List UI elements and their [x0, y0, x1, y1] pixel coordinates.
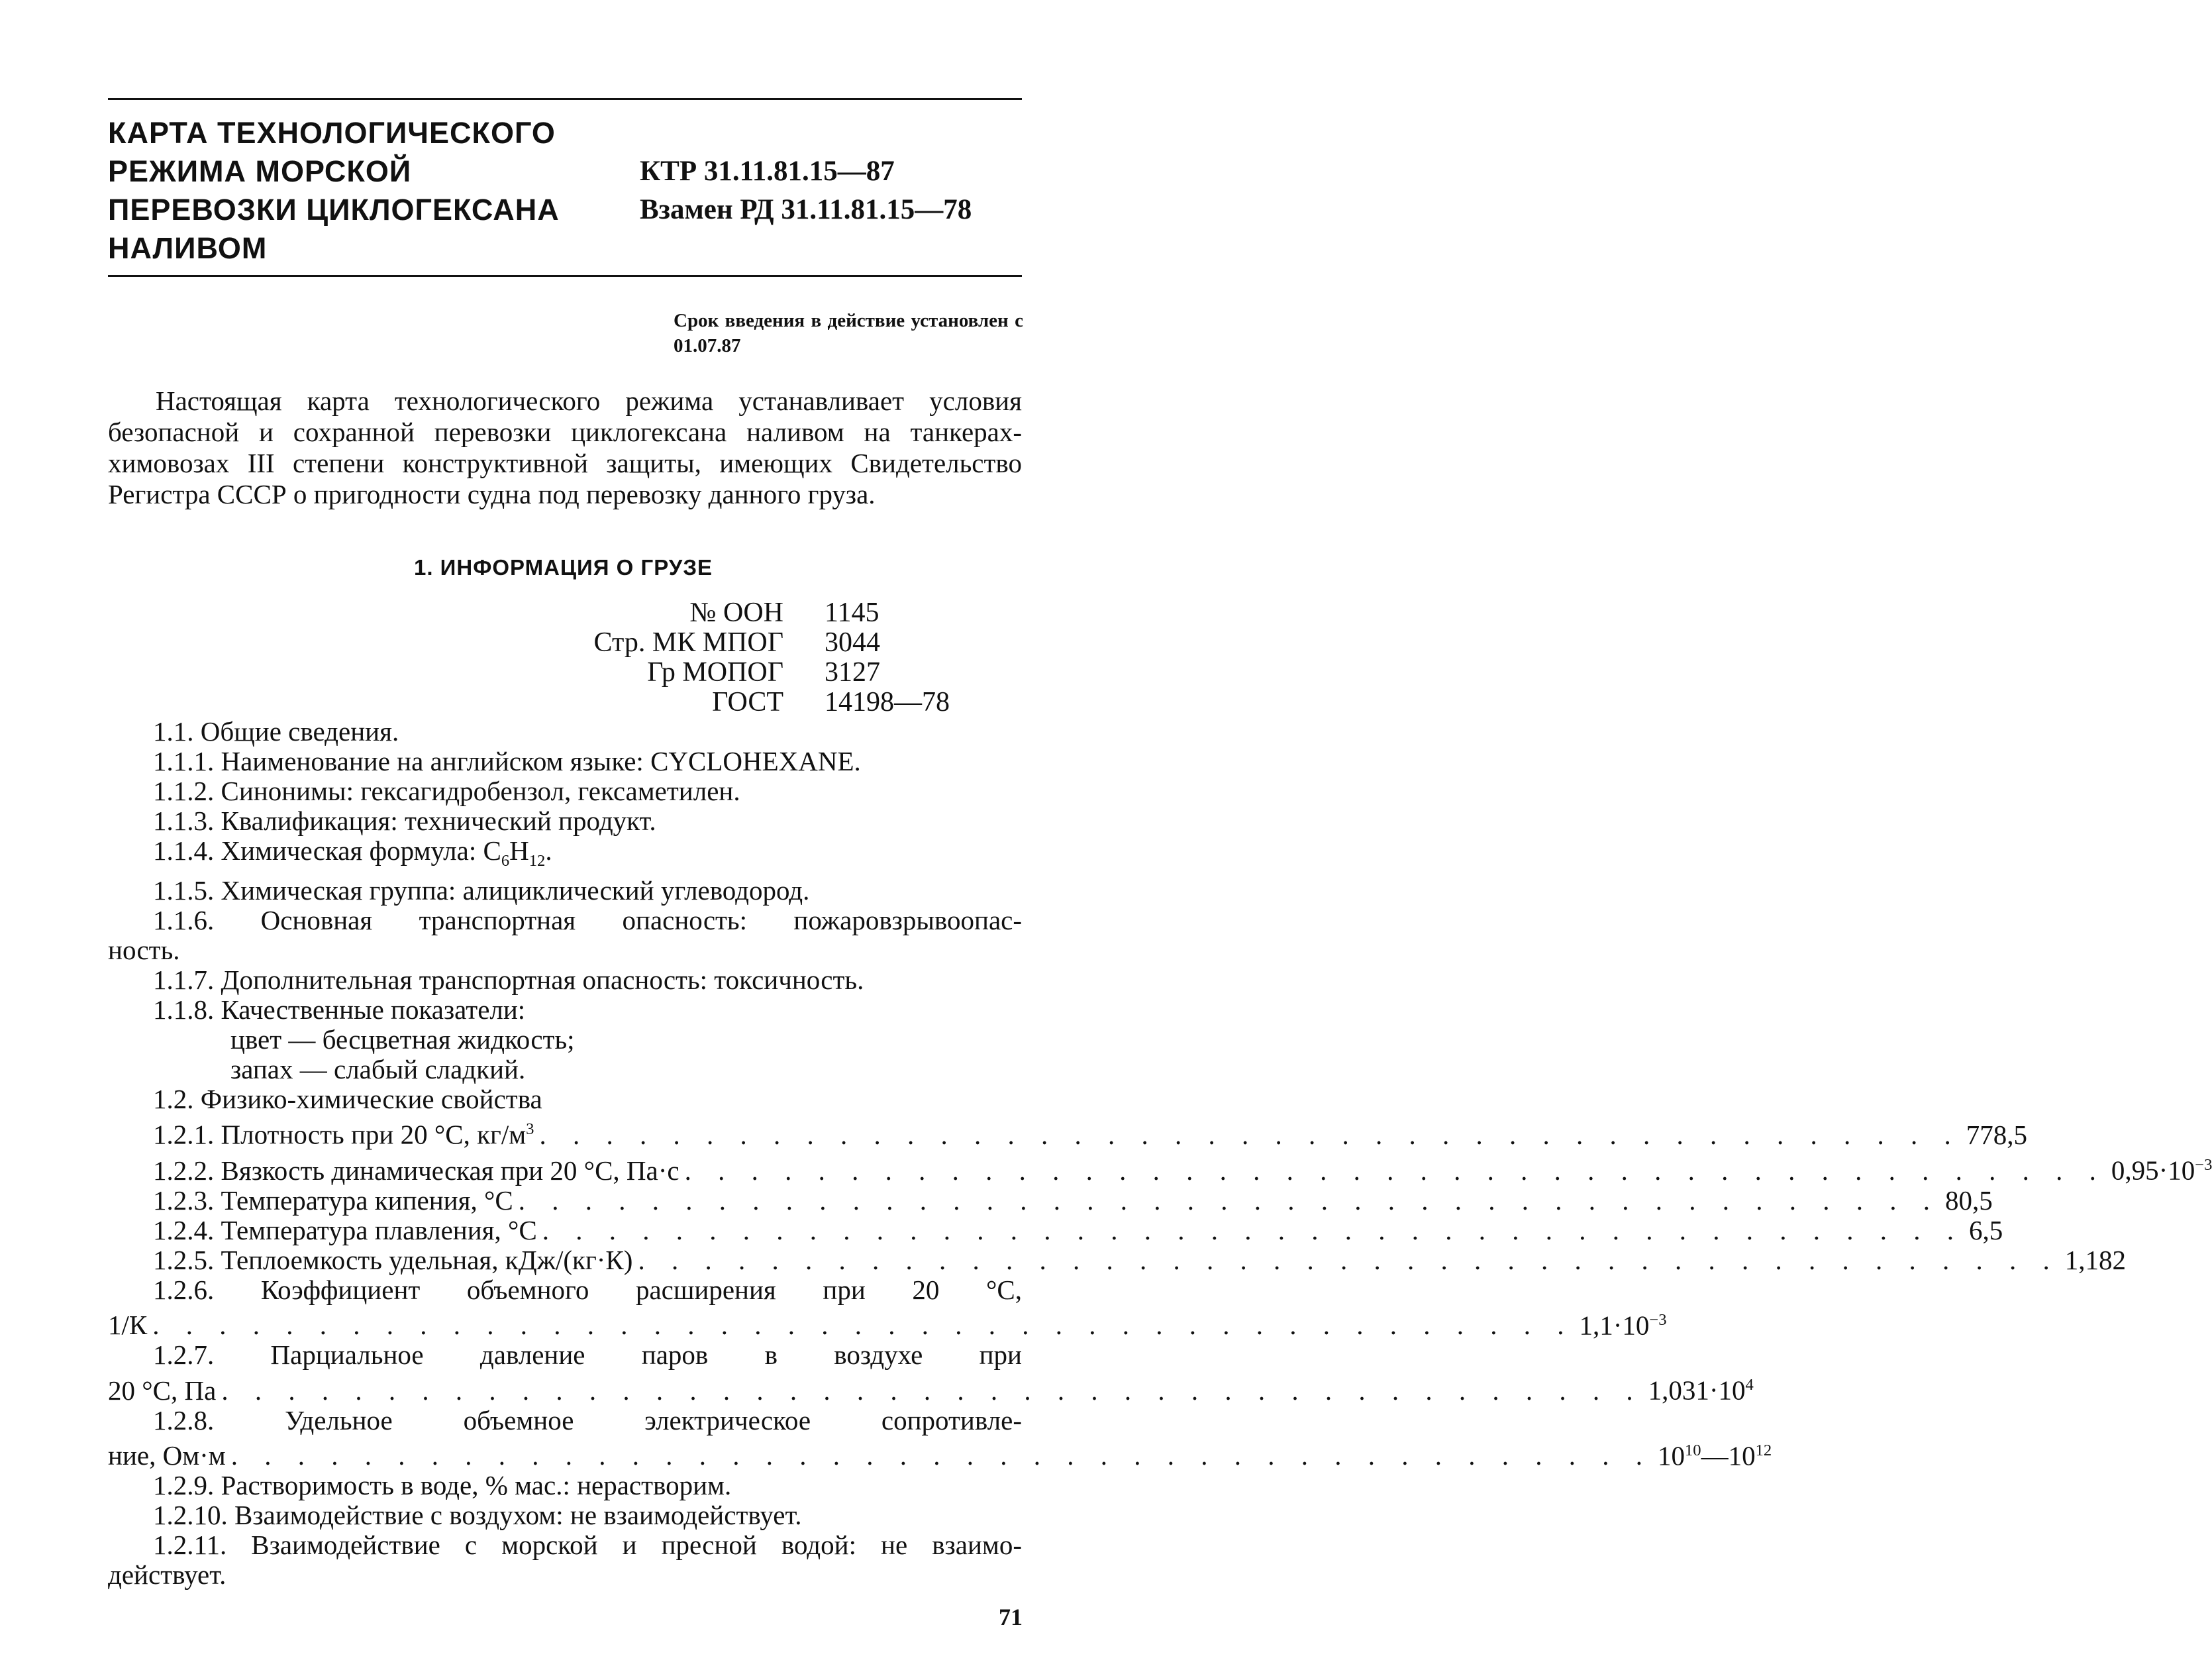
page-number: 71 — [999, 1604, 1023, 1630]
density-label: 1.2.1. Плотность при 20 °С, кг/м — [153, 1119, 527, 1150]
property-value — [1648, 1370, 1754, 1406]
property-resistivity-line1: 1.2.8. Удельное объемное электрическое сопротивле- — [153, 1404, 1022, 1436]
para-1-1-5: 1.1.5. Химическая группа: алициклический углеводород. — [153, 875, 810, 906]
leader-dots: . . . . . . . . . . . . . . . . . . . . . . . . . . . . . . . . . . . . . . . . . . . — [542, 1214, 1964, 1245]
property-water-interaction-line2: действует. — [108, 1559, 226, 1591]
formula-h-sub: 12 — [528, 852, 546, 870]
property-value: 6,5 — [1969, 1214, 2003, 1245]
property-solubility: 1.2.9. Растворимость в воде, % мас.: нерастворим. — [153, 1470, 732, 1501]
formula-h: H — [509, 835, 529, 866]
range-dash: — — [1701, 1440, 1729, 1471]
property-melting-point — [108, 1214, 2003, 1245]
density-unit-sup: 3 — [526, 1120, 534, 1139]
para-1-1-6-line1: 1.1.6. Основная транспортная опасность: пожаровзрывоопас- — [153, 905, 1022, 936]
leader-dots: . . . . . . . . . . . . . . . . . . . . . . . . . . . . . . . . . . . . . . . . . . . — [230, 1440, 1652, 1471]
formula-c: C — [483, 835, 501, 866]
para-1-1-1: 1.1.1. Наименование на английском языке: CYCLOHEXANE. — [153, 746, 861, 776]
identifier-value: 3127 — [825, 657, 880, 688]
para-1-1: 1.1. Общие сведения. — [153, 716, 399, 747]
property-value — [1580, 1305, 1667, 1341]
leader-dots: . . . . . . . . . . . . . . . . . . . . . . . . . . . . . . . . . . . . . . . . . . . — [638, 1244, 2060, 1275]
value-base: 10 — [1728, 1440, 1756, 1471]
leader-dots: . . . . . . . . . . . . . . . . . . . . . . . . . . . . . . . . . . . . . . . . . . . — [152, 1310, 1574, 1341]
property-value: 778,5 — [1966, 1119, 2027, 1150]
para-1-1-2: 1.1.2. Синонимы: гексагидробензол, гексаметилен. — [153, 776, 740, 806]
bottom-rule — [108, 275, 1022, 277]
identifier-row — [464, 628, 967, 658]
identifier-row — [464, 688, 967, 717]
identifier-value: 14198—78 — [825, 687, 950, 717]
value-base: 1,1·10 — [1579, 1310, 1650, 1341]
value-base: 0,95·10 — [2111, 1155, 2195, 1186]
property-water-interaction-line1: 1.2.11. Взаимодействие с морской и пресной водой: не взаимо- — [153, 1530, 1022, 1561]
identifier-label: Стр. МК МПОГ — [593, 627, 783, 658]
property-label: 1.2.5. Теплоемкость удельная, кДж/(кг·К) — [153, 1244, 633, 1275]
property-value — [1658, 1436, 1772, 1471]
title-line: НАЛИВОМ — [108, 231, 268, 265]
value-exponent: 12 — [1755, 1441, 1772, 1459]
leader-dots: . . . . . . . . . . . . . . . . . . . . . . . . . . . . . . . . . . . . . . . . . . . — [684, 1155, 2106, 1186]
property-vapor-pressure-line1: 1.2.7. Парциальное давление паров в воздухе при — [153, 1339, 1022, 1371]
para-1-1-4 — [108, 836, 1022, 876]
document-title — [108, 114, 611, 268]
section-heading: 1. ИНФОРМАЦИЯ О ГРУЗЕ — [413, 555, 713, 580]
para-1-1-8: 1.1.8. Качественные показатели: — [153, 994, 526, 1025]
identifier-label: ГОСТ — [712, 687, 783, 717]
document-code: КТР 31.11.81.15—87 — [640, 156, 895, 187]
property-label — [153, 1114, 534, 1150]
title-line: ПЕРЕВОЗКИ ЦИКЛОГЕКСАНА — [108, 193, 560, 227]
identifier-label: № ООН — [689, 598, 783, 628]
property-label: 1.2.2. Вязкость динамическая при 20 °С, Па·с — [153, 1155, 679, 1186]
property-value — [2111, 1150, 2212, 1186]
property-heat-capacity — [108, 1244, 2126, 1275]
intro-paragraph: Настоящая карта технологического режима устанавливает условия безопасной и сохранной перевозки циклогексана наливом на танкерах-химовозах III степени конструктивной защиты, имеющих Свидетельство Регистра СССР о пригодности судна под перевозку данного груза. — [108, 386, 1022, 509]
top-rule — [108, 98, 1022, 100]
property-expansion-line1: 1.2.6. Коэффициент объемного расширения при 20 °С, — [153, 1274, 1022, 1305]
replaces-code: Взамен РД 31.11.81.15—78 — [640, 194, 972, 225]
property-boiling-point — [108, 1184, 1993, 1216]
identifier-row — [464, 658, 967, 688]
value-exponent: −3 — [2195, 1155, 2212, 1174]
property-label: 20 °С, Па — [108, 1375, 217, 1406]
effective-date-note: Срок введения в действие установлен с 01.07.87 — [674, 310, 1023, 356]
identifier-value: 1145 — [825, 598, 880, 628]
quality-odor: запах — слабый сладкий. — [230, 1054, 526, 1085]
para-1-1-6-line2: ность. — [108, 935, 180, 966]
property-label: ние, Ом·м — [108, 1440, 226, 1471]
value-exponent: 10 — [1684, 1441, 1701, 1459]
properties-heading: 1.2. Физико-химические свойства — [153, 1084, 542, 1115]
document-code-block — [640, 152, 1024, 229]
quality-color: цвет — бесцветная жидкость; — [230, 1024, 575, 1055]
value-base: 10 — [1657, 1440, 1685, 1471]
identifier-value: 3044 — [825, 627, 880, 658]
title-line: РЕЖИМА МОРСКОЙ — [108, 154, 412, 188]
title-line: КАРТА ТЕХНОЛОГИЧЕСКОГО — [108, 116, 556, 150]
property-resistivity — [108, 1436, 1772, 1471]
value-base: 1,031·10 — [1648, 1375, 1746, 1406]
para-1-1-3: 1.1.3. Квалификация: технический продукт. — [153, 806, 656, 836]
property-air-interaction: 1.2.10. Взаимодействие с воздухом: не взаимодействует. — [153, 1500, 802, 1531]
leader-dots: . . . . . . . . . . . . . . . . . . . . . . . . . . . . . . . . . . . . . . . . . . . — [518, 1184, 1940, 1216]
value-exponent: −3 — [1649, 1310, 1667, 1329]
leader-dots: . . . . . . . . . . . . . . . . . . . . . . . . . . . . . . . . . . . . . . . . . . . — [539, 1119, 1961, 1150]
property-value: 1,182 — [2064, 1244, 2126, 1275]
value-exponent: 4 — [1745, 1376, 1754, 1394]
formula-c-sub: 6 — [501, 852, 510, 870]
formula-end: . — [545, 835, 552, 866]
chemical-formula — [483, 835, 552, 870]
formula-label: 1.1.4. Химическая формула: — [153, 835, 483, 866]
property-label: 1/К — [108, 1310, 148, 1341]
property-label: 1.2.4. Температура плавления, °С — [153, 1214, 537, 1245]
identifier-row — [464, 598, 967, 628]
property-value: 80,5 — [1944, 1184, 1993, 1216]
leader-dots: . . . . . . . . . . . . . . . . . . . . . . . . . . . . . . . . . . . . . . . . . . . — [221, 1375, 1643, 1406]
identifier-label: Гр МОПОГ — [647, 657, 783, 688]
cargo-identifiers — [464, 598, 967, 717]
property-label: 1.2.3. Температура кипения, °С — [153, 1184, 513, 1216]
para-1-1-7: 1.1.7. Дополнительная транспортная опасность: токсичность. — [153, 965, 864, 996]
property-density — [108, 1114, 2027, 1150]
